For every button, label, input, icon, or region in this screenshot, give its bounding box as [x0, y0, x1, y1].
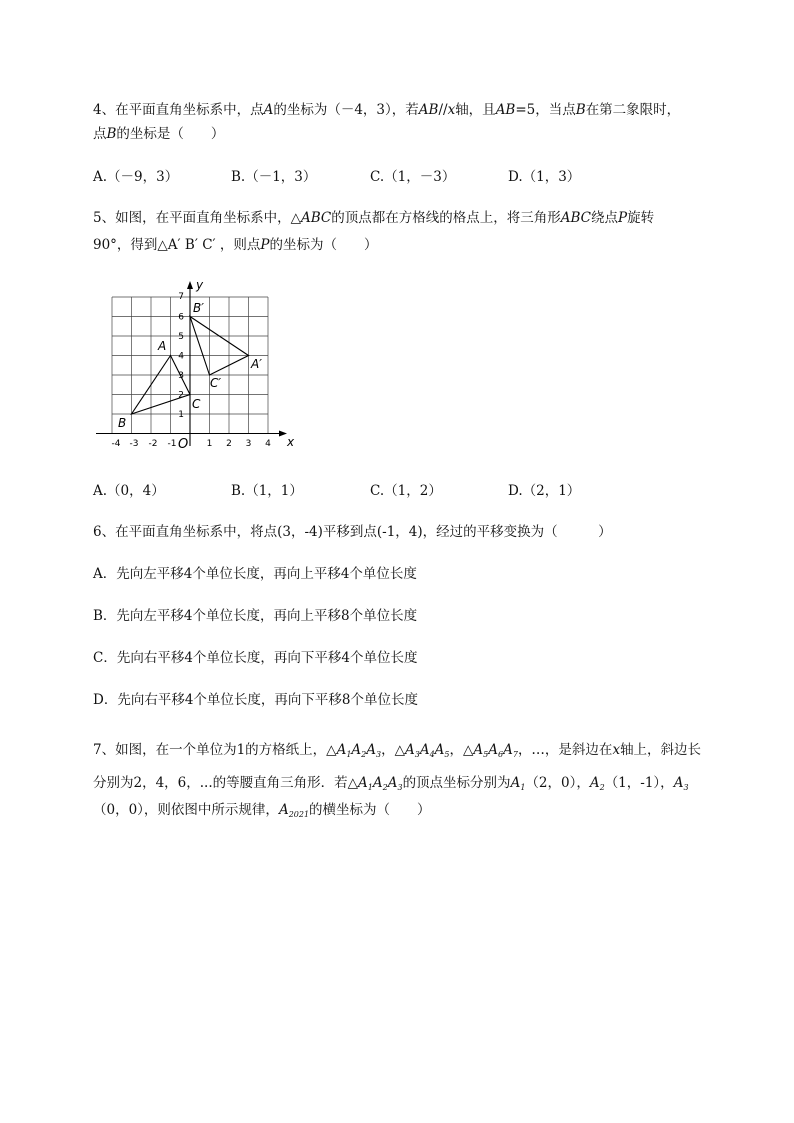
- q5-x-arrow-icon: [279, 431, 287, 437]
- q4-option-a[interactable]: A.（－9，3）: [93, 169, 179, 185]
- q4-text: 的坐标为（－4，3），若: [273, 102, 419, 118]
- q7-text: 7、如图，在一个单位为1的方格纸上，△: [93, 742, 337, 758]
- q5-option-d[interactable]: D.（2，1）: [508, 483, 581, 499]
- q5-point-b-prime-label: B′: [193, 301, 204, 315]
- q4-option-b[interactable]: B.（－1，3）: [231, 169, 317, 185]
- q7-point-a1: $A_1$: [510, 775, 526, 792]
- q5-text: 绕点: [590, 210, 618, 226]
- q5-y-tick: 1: [178, 410, 184, 420]
- q5-point-a-prime-label: A′: [251, 357, 262, 371]
- q4-point-a: A: [263, 102, 274, 118]
- q5-origin-label: O: [178, 437, 189, 452]
- q7-text: （0，0），则依图中所示规律，: [93, 802, 279, 818]
- q5-x-tick: -2: [148, 439, 158, 449]
- q5-triangle-abc-shape: [132, 356, 191, 415]
- q4-text: 的坐标是（ ）: [116, 126, 225, 142]
- q4-point-b: B: [575, 102, 586, 118]
- q7-point-a3: $A_3$: [673, 775, 689, 792]
- q7-stem-line-2: [93, 773, 689, 798]
- q5-y-tick: 4: [178, 351, 184, 362]
- q5-point-p: P: [617, 210, 628, 226]
- q7-x-axis: x: [612, 742, 621, 758]
- q5-point-c-prime-label: C′: [210, 376, 222, 390]
- q5-y-arrow-icon: [187, 281, 193, 289]
- q7-text: ，△: [449, 742, 474, 758]
- q5-x-tick: -3: [129, 439, 139, 449]
- q7-text: 的横坐标为（ ）: [309, 802, 431, 818]
- q4-segment-ab: AB: [418, 102, 439, 118]
- q5-point-p: P: [260, 237, 270, 253]
- q4-text: 轴，且: [455, 102, 496, 118]
- q5-text: 90°，得到△A′ B′ C′ ，则点: [93, 237, 261, 253]
- q5-text: 5、如图，在平面直角坐标系中，△: [93, 210, 301, 226]
- q4-text: 在第二象限时，: [585, 102, 681, 118]
- q4-text: 4、在平面直角坐标系中，点: [93, 102, 264, 118]
- q6-option-d[interactable]: D．先向右平移4个单位长度，再向下平移8个单位长度: [93, 692, 419, 708]
- q4-segment-ab: AB: [495, 102, 516, 118]
- q5-y-tick: 2: [178, 390, 184, 401]
- q5-y-tick: 5: [178, 332, 184, 342]
- q4-text: =5，当点: [515, 102, 576, 118]
- q5-tick-labels: [112, 292, 272, 449]
- q5-option-a[interactable]: A.（0，4）: [93, 483, 165, 499]
- q5-point-a-label: A: [158, 339, 167, 353]
- q7-text: 分别为2，4，6，...的等腰直角三角形．若△: [93, 775, 359, 791]
- q4-parallel-sign: //: [438, 102, 448, 118]
- q6-option-a[interactable]: A．先向左平移4个单位长度，再向上平移4个单位长度: [93, 566, 417, 582]
- q7-text: ，△: [381, 742, 405, 758]
- q5-triangle-abc: ABC: [560, 210, 591, 226]
- q5-x-tick: 4: [265, 439, 271, 449]
- q7-stem-line-3: [93, 800, 431, 825]
- q5-y-axis-label: y: [196, 278, 204, 292]
- q7-text: ，…，是斜边在: [517, 742, 613, 758]
- q7-coordinate: （2，0），: [525, 775, 590, 791]
- q5-text: 的顶点都在方格线的格点上，将三角形: [331, 210, 561, 226]
- q4-point-b: B: [106, 126, 117, 142]
- q5-option-b[interactable]: B.（1，1）: [231, 483, 303, 499]
- q5-y-tick: 7: [178, 292, 184, 302]
- q5-point-b-label: B: [118, 416, 127, 430]
- q5-text: 旋转: [627, 210, 655, 226]
- q5-y-tick: 3: [178, 371, 184, 381]
- q4-text: 点: [93, 126, 107, 142]
- q5-x-tick: 1: [206, 439, 213, 449]
- q7-text: 的顶点坐标分别为: [402, 775, 511, 791]
- q7-coordinate: （1，-1），: [604, 775, 674, 791]
- q5-option-c[interactable]: C.（1，2）: [370, 483, 442, 499]
- q7-text: 轴上，斜边长: [620, 742, 702, 758]
- q7-point-a2021: $A_{2021}$: [278, 802, 310, 819]
- q5-triangle-abc: ABC: [300, 210, 332, 226]
- q7-triangle-1: $A_1A_2A_3$: [336, 742, 382, 759]
- q7-stem-line-1: [93, 740, 701, 765]
- q7-triangle-3: $A_5A_6A_7$: [473, 742, 518, 759]
- q5-point-c-label: C: [192, 397, 201, 411]
- q4-x-axis: x: [447, 102, 456, 118]
- q5-x-tick: 2: [226, 439, 232, 449]
- q6-option-c[interactable]: C．先向右平移4个单位长度，再向下平移4个单位长度: [93, 650, 418, 666]
- q5-y-tick: 6: [178, 312, 184, 323]
- q5-x-tick: -1: [167, 439, 177, 449]
- q4-option-d[interactable]: D.（1，3）: [508, 169, 581, 185]
- q7-point-a2: $A_2$: [589, 775, 605, 792]
- q6-option-b[interactable]: B．先向左平移4个单位长度，再向上平移8个单位长度: [93, 608, 418, 624]
- q6-stem: 6、在平面直角坐标系中，将点(3，-4)平移到点(-1，4)，经过的平移变换为（ ）: [93, 524, 612, 540]
- q7-triangle-1: $A_1A_2A_3$: [358, 775, 403, 792]
- q5-text: 的坐标为（ ）: [269, 237, 378, 253]
- q5-x-tick: 3: [245, 439, 252, 449]
- q7-triangle-2: $A_3A_4A_5$: [404, 742, 450, 759]
- q5-x-axis-label: x: [287, 435, 295, 449]
- q4-option-c[interactable]: C.（1，－3）: [370, 169, 456, 185]
- q5-x-tick: -4: [111, 439, 121, 449]
- q5-triangle-abc-prime-shape: [190, 317, 249, 376]
